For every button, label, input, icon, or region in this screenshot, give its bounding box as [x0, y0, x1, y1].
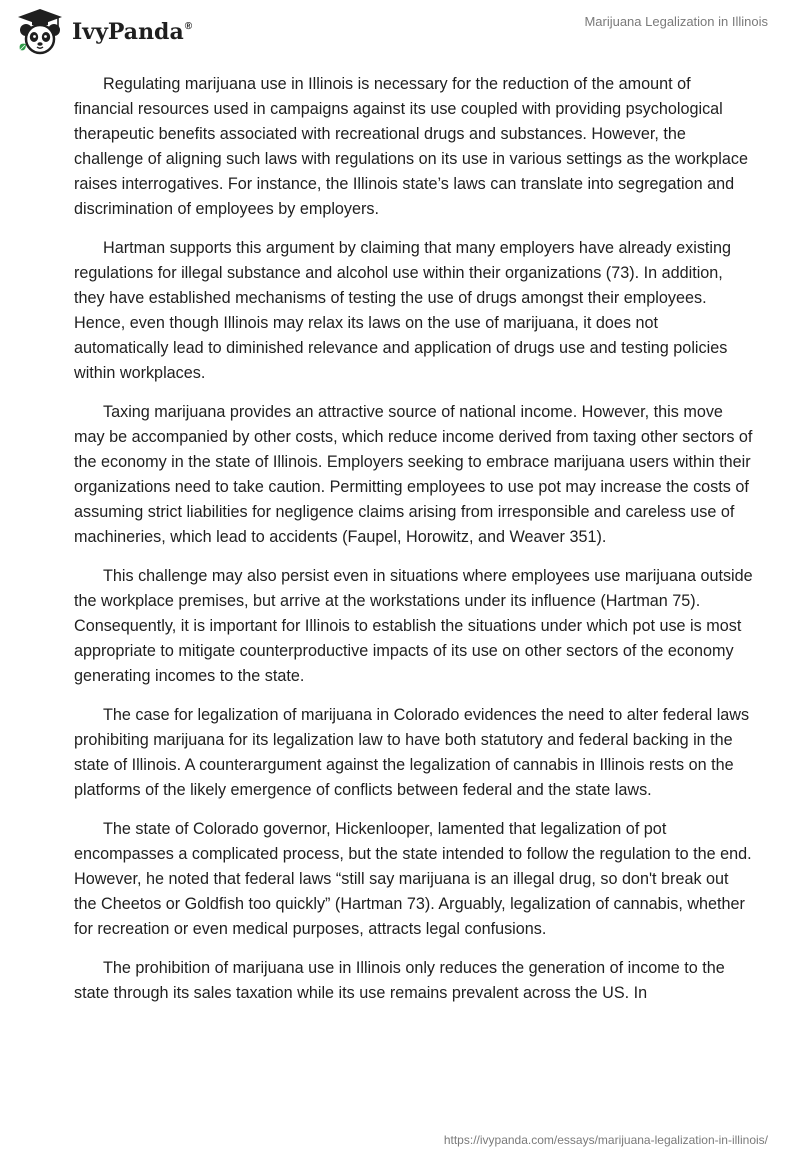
paragraph: The state of Colorado governor, Hickenlooper, lamented that legalization of pot encompasses a complicated process, but the state intended to follow the regulation to the end. However, he noted that federal laws “still say marijuana is an illegal drug, so don't break out the Cheetos or Goldfish too quickly” (Hartman 73). Arguably, legalization of cannabis, whether for recreation or even medical purposes, attracts legal confusions. — [74, 820, 752, 938]
panda-graduate-icon — [14, 6, 66, 58]
registered-mark: ® — [184, 21, 193, 32]
paragraph: The case for legalization of marijuana in Colorado evidences the need to alter federal laws prohibiting marijuana for its legalization law to have both statutory and federal backing in the state of Illinois. A counterargument against the legalization of cannabis in Illinois rests on the platforms of the likely emergence of conflicts between federal and the state laws. — [74, 706, 750, 799]
brand-label: IvyPanda — [72, 19, 184, 45]
paragraph: Hartman supports this argument by claiming that many employers have already existing regulations for illegal substance and alcohol use within their organizations (73). In addition, they have established mechanisms of testing the use of drugs amongst their employees. Hence, even though Illinois may relax its laws on the use of marijuana, it does not automatically lead to diminished relevance and application of drugs use and testing policies within workplaces. — [74, 239, 732, 382]
paragraph: The prohibition of marijuana use in Illinois only reduces the generation of income to the state through its sales taxation while its use remains prevalent across the US. In — [74, 959, 725, 1002]
brand-name — [72, 19, 192, 45]
document-title: Marijuana Legalization in Illinois — [584, 14, 768, 29]
paragraph: This challenge may also persist even in situations where employees use marijuana outside the workplace premises, but arrive at the workstations under its influence (Hartman 75). Consequently, it is important for Illinois to establish the situations under which pot use is most appropriate to mitigate counterproductive impacts of its use on other sectors of the economy generating incomes to the state. — [74, 567, 753, 685]
page-header — [0, 0, 800, 60]
paragraph: Taxing marijuana provides an attractive source of national income. However, this move may be accompanied by other costs, which reduce income derived from taxing other sectors of the economy in the state of Illinois. Employers seeking to embrace marijuana users within their organizations need to take caution. Permitting employees to use pot may increase the costs of assuming strict liabilities for negligence claims arising from irresponsible and careless use of machineries, which lead to accidents (Faupel, Horowitz, and Weaver 351). — [74, 403, 753, 546]
paragraph: Regulating marijuana use in Illinois is necessary for the reduction of the amount of financial resources used in campaigns against its use coupled with providing psychological therapeutic benefits associated with recreational drugs and substances. However, the challenge of aligning such laws with regulations on its use in various settings as the workplace raises interrogatives. For instance, the Illinois state’s laws can translate into segregation and discrimination of employees by employers. — [74, 75, 748, 218]
ivypanda-logo[interactable] — [14, 6, 192, 58]
source-url[interactable]: https://ivypanda.com/essays/marijuana-legalization-in-illinois/ — [443, 1133, 768, 1147]
essay-body — [74, 72, 754, 1020]
